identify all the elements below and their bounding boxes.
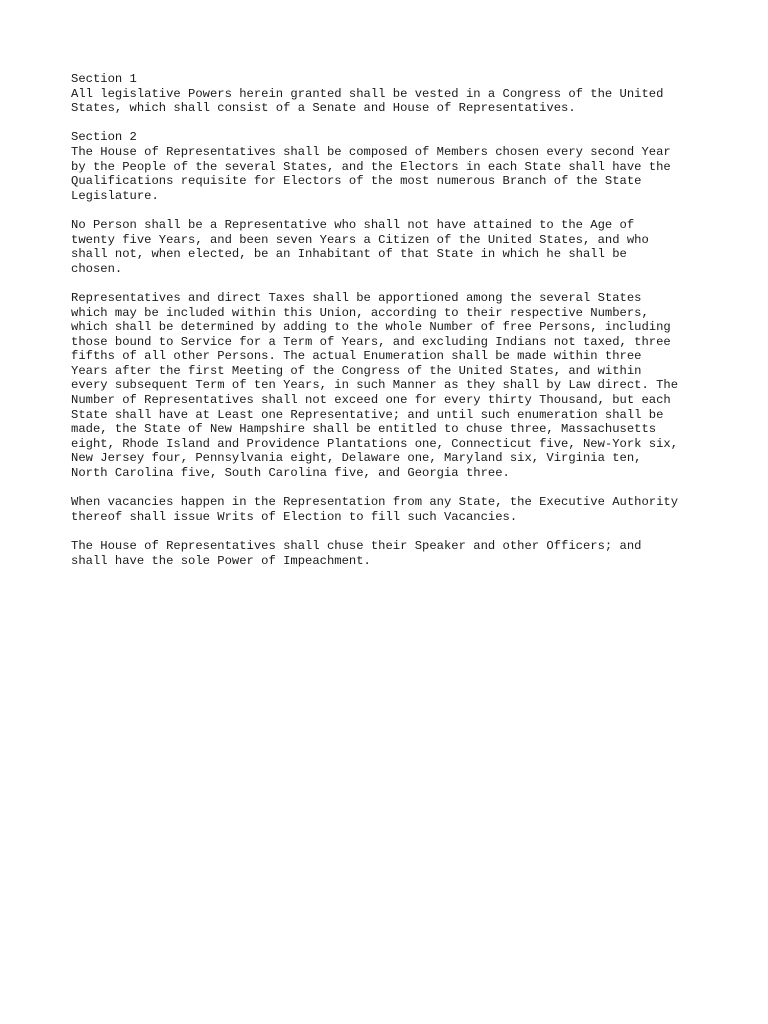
- section-heading: Section 1: [71, 72, 137, 86]
- paragraph-line: The House of Representatives shall be composed of Members chosen every second Year: [71, 144, 671, 159]
- paragraph-line: Legislature.: [71, 188, 159, 203]
- paragraph-line: eight, Rhode Island and Providence Plantations one, Connecticut five, New-York six,: [71, 436, 679, 451]
- paragraph-line: North Carolina five, South Carolina five, and Georgia three.: [71, 466, 510, 481]
- paragraph-line: made, the State of New Hampshire shall be entitled to chuse three, Massachusetts: [71, 422, 657, 437]
- section-2-paragraph-3: [71, 291, 711, 481]
- paragraph-line: State shall have at Least one Representative; and until such enumeration shall be: [71, 407, 664, 422]
- paragraph-line: those bound to Service for a Term of Years, and excluding Indians not taxed, three: [71, 334, 671, 349]
- section-heading: Section 2: [71, 130, 137, 145]
- paragraph-line: All legislative Powers herein granted shall be vested in a Congress of the United: [71, 86, 664, 101]
- paragraph-line: The House of Representatives shall chuse their Speaker and other Officers; and: [71, 539, 642, 553]
- paragraph-line: which may be included within this Union, according to their respective Numbers,: [71, 305, 649, 320]
- paragraph-line: thereof shall issue Writs of Election to fill such Vacancies.: [71, 509, 518, 524]
- paragraph-line: Representatives and direct Taxes shall be apportioned among the several States: [71, 290, 642, 305]
- paragraph-line: shall not, when elected, be an Inhabitant of that State in which he shall be: [71, 247, 627, 262]
- section-2-paragraph-4: [71, 495, 711, 524]
- section-2-paragraph-5: [71, 539, 711, 568]
- document-body: [71, 72, 711, 583]
- paragraph-line: twenty five Years, and been seven Years a Citizen of the United States, and who: [71, 232, 649, 247]
- paragraph-line: Number of Representatives shall not exceed one for every thirty Thousand, but each: [71, 393, 671, 408]
- paragraph-line: Years after the first Meeting of the Congress of the United States, and within: [71, 363, 642, 378]
- paragraph-line: chosen.: [71, 261, 123, 276]
- paragraph-line: by the People of the several States, and the Electors in each State shall have the: [71, 159, 671, 174]
- paragraph-line: which shall be determined by adding to the whole Number of free Persons, including: [71, 320, 671, 335]
- paragraph-line: shall have the sole Power of Impeachment.: [71, 553, 371, 568]
- paragraph-line: When vacancies happen in the Representation from any State, the Executive Authority: [71, 495, 679, 510]
- paragraph-line: No Person shall be a Representative who shall not have attained to the Age of: [71, 217, 635, 232]
- paragraph-line: New Jersey four, Pennsylvania eight, Delaware one, Maryland six, Virginia ten,: [71, 451, 642, 466]
- paragraph-line: Qualifications requisite for Electors of the most numerous Branch of the State: [71, 174, 642, 189]
- paragraph-line: fifths of all other Persons. The actual Enumeration shall be made within three: [71, 349, 642, 364]
- paragraph-line: States, which shall consist of a Senate and House of Representatives.: [71, 101, 576, 116]
- section-2-paragraph-1: [71, 130, 711, 203]
- section-2-paragraph-2: [71, 218, 711, 276]
- section-1: [71, 72, 711, 116]
- paragraph-line: every subsequent Term of ten Years, in such Manner as they shall by Law direct. The: [71, 378, 679, 393]
